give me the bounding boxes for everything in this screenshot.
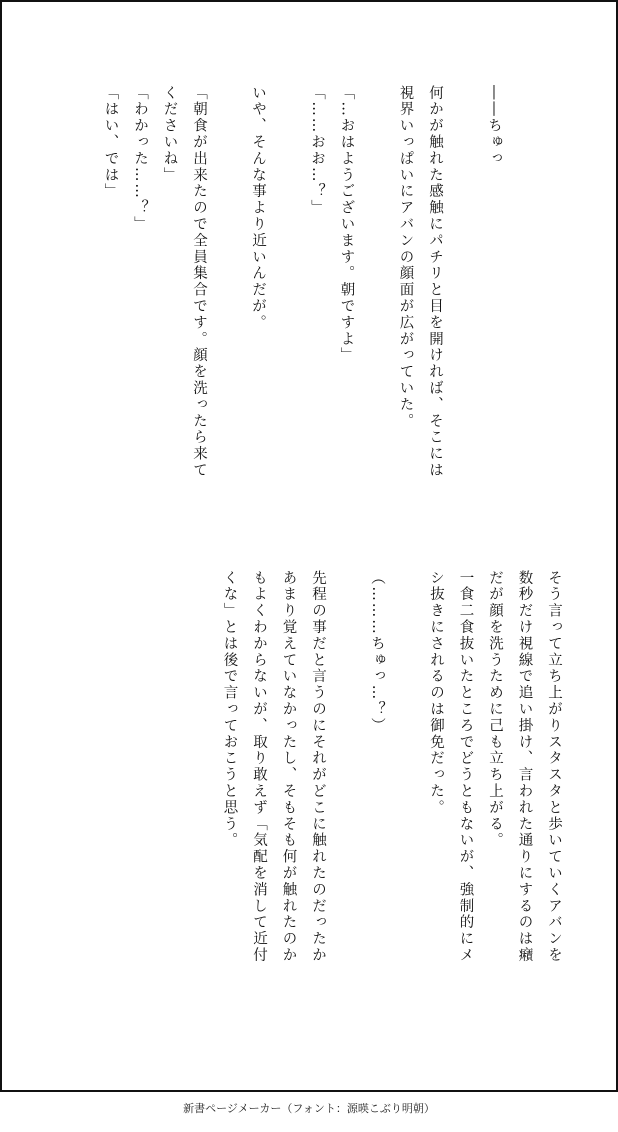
text-line (391, 570, 421, 964)
text-line: 「わかった……？」 (132, 85, 148, 233)
text-line: シ抜きにされるのは御免だった。 (428, 570, 444, 816)
text-line: 何かが触れた感触にパチリと目を開ければ、そこには (427, 85, 443, 479)
text-line: くな」とは後で言っておこうと思う。 (221, 570, 238, 849)
text-line: 先程の事だと言うのにそれがどこに触れたのだったか (310, 570, 326, 964)
text-line (272, 85, 302, 479)
text-line: 数秒だけ視線で追い掛け、言われた通りにするのは癪 (516, 570, 533, 964)
text-line: 「はい、では」 (102, 85, 119, 200)
text-line: 「……おお…？」 (309, 85, 325, 217)
text-line: ――ちゅっ (486, 85, 502, 167)
text-line: （………ちゅっ…？） (369, 570, 385, 734)
text-line (213, 85, 243, 479)
text-line: あまり覚えていなかったし、そもそも何が触れたのか (280, 570, 297, 964)
text-line (332, 570, 362, 964)
text-line: 「朝食が出来たので全員集合です。顔を洗ったら来て (191, 85, 207, 479)
text-line: だが顔を洗うために己も立ち上がる。 (487, 570, 503, 849)
text-line (449, 85, 479, 479)
text-line: いや、そんな事より近いんだが。 (250, 85, 266, 331)
text-line: くださいね」 (161, 85, 178, 184)
text-line: 視界いっぱいにアバンの顔面が広がっていた。 (397, 85, 414, 430)
text-line (361, 85, 391, 479)
text-line: 「…おはようございます。朝ですよ」 (338, 85, 355, 364)
lower-text-block (214, 570, 568, 964)
upper-text-block (95, 85, 508, 479)
generator-credit: 新書ページメーカー（フォント：源暎こぶり明朝） (183, 1102, 435, 1115)
text-line: もよくわからないが、取り敢えず「気配を消して近付 (251, 570, 267, 964)
text-line: 一食二食抜いたところでどうともないが、強制的にメ (457, 570, 474, 964)
text-line: そう言って立ち上がりスタスタと歩いていくアバンを (546, 570, 562, 964)
